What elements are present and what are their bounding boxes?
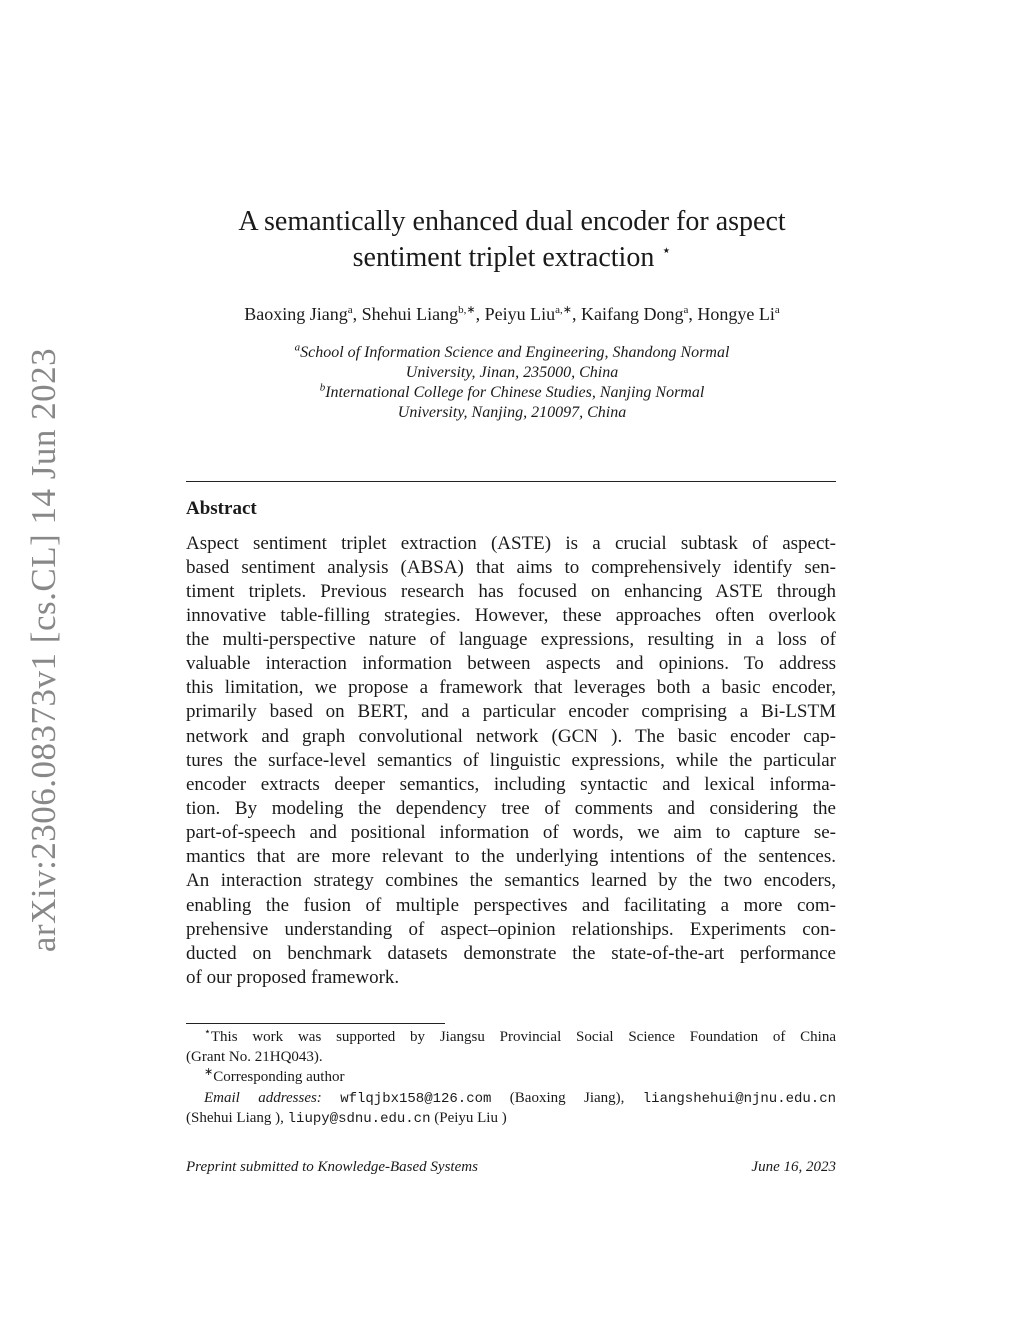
email-label: Email addresses:	[204, 1090, 322, 1106]
author: Hongye Li	[697, 304, 775, 324]
aff-mark: b	[319, 381, 326, 394]
abstract-line: tion. By modeling the dependency tree of comments and considering the	[186, 798, 836, 819]
aff-mark: a	[294, 341, 301, 354]
email-footnote	[186, 1088, 836, 1109]
abstract-line: valuable interaction information between aspects and opinions. To address	[186, 653, 836, 674]
arxiv-stamp: arXiv:2306.08373v1 [cs.CL] 14 Jun 2023	[24, 347, 63, 953]
aff-text: University, Jinan, 235000, China	[405, 364, 619, 381]
email-owner: (Peiyu Liu )	[434, 1110, 507, 1126]
affiliations	[0, 343, 1024, 423]
abstract-line: this limitation, we propose a framework that leverages both a basic encoder,	[186, 677, 836, 698]
footnote-rule	[186, 1023, 445, 1024]
abstract-line: tures the surface-level semantics of linguistic expressions, while the particular	[186, 750, 836, 771]
abstract-line: ducted on benchmark datasets demonstrate the state-of-the-art performance	[186, 943, 836, 964]
author-sup: a	[683, 304, 689, 316]
abstract-line: enabling the fusion of multiple perspectives and facilitating a more com-	[186, 895, 836, 916]
author: Kaifang Dong	[580, 304, 684, 324]
footnote-text: (Grant No. 21HQ043).	[186, 1049, 323, 1065]
abstract-line: part-of-speech and positional information of words, we aim to capture se-	[186, 822, 836, 843]
email-link[interactable]: liupy@sdnu.edu.cn	[287, 1111, 431, 1127]
affiliation-b	[0, 383, 1024, 403]
abstract-line: encoder extracts deeper semantics, including syntactic and lexical informa-	[186, 774, 836, 795]
footnote-mark: ∗	[204, 1066, 214, 1078]
author: Baoxing Jiang	[244, 304, 348, 324]
footnote-mark: ⋆	[204, 1026, 211, 1038]
affiliation-a	[0, 343, 1024, 363]
abstract-heading: Abstract	[186, 498, 257, 519]
abstract-line: network and graph convolutional network (GCN ). The basic encoder cap-	[186, 726, 836, 747]
title-text: sentiment triplet extraction	[352, 242, 655, 273]
abstract-line: Aspect sentiment triplet extraction (ASTE) is a crucial subtask of aspect-	[186, 533, 836, 554]
abstract-line: prehensive understanding of aspect–opinion relationships. Experiments con-	[186, 919, 836, 940]
author: Shehui Liang	[361, 304, 459, 324]
abstract-line: the multi-perspective nature of language expressions, resulting in a loss of	[186, 629, 836, 650]
aff-text: School of Information Science and Engineering, Shandong Normal	[300, 344, 730, 361]
author-sup: a,∗	[555, 304, 572, 316]
author-sup: b,∗	[458, 304, 476, 316]
title-line-1: A semantically enhanced dual encoder for aspect	[238, 206, 786, 237]
preprint-date: June 16, 2023	[751, 1159, 836, 1175]
funding-footnote	[186, 1027, 836, 1047]
email-link[interactable]: liangshehui@njnu.edu.cn	[642, 1091, 837, 1107]
abstract-top-rule	[186, 481, 836, 482]
title-footnote-mark: ⋆	[661, 242, 672, 260]
title-line-2	[0, 240, 1024, 276]
email-link[interactable]: wflqjbx158@126.com	[340, 1091, 492, 1107]
footnote-text: Corresponding author	[213, 1069, 345, 1085]
author-list: Baoxing Jiang$^a$, Shehui Liang$^{b,∗}$, Peiyu Liu$^{a,∗}$, Kaifang Dong$^a$, Hongye Li$^a$	[244, 304, 780, 324]
paper-title	[0, 204, 1024, 276]
footnote-text: This work was supported by Jiangsu Provincial Social Science Foundation of China	[210, 1029, 836, 1045]
abstract-line: innovative table-filling strategies. However, these approaches often overlook	[186, 605, 836, 626]
abstract-line: mantics that are more relevant to the underlying intentions of the sentences.	[186, 846, 836, 867]
author-sup: a	[774, 304, 780, 316]
aff-text: International College for Chinese Studies, Nanjing Normal	[325, 384, 705, 401]
email-footnote-cont	[186, 1108, 836, 1129]
author-sup: a	[347, 304, 353, 316]
abstract-line: An interaction strategy combines the semantics learned by the two encoders,	[186, 870, 836, 891]
author: Peiyu Liu	[484, 304, 556, 324]
abstract-line: timent triplets. Previous research has focused on enhancing ASTE through	[186, 581, 836, 602]
email-owner: (Baoxing Jiang),	[509, 1090, 625, 1106]
abstract-line: of our proposed framework.	[186, 967, 400, 988]
corresponding-footnote	[186, 1067, 836, 1087]
email-owner: (Shehui Liang ),	[186, 1110, 284, 1126]
preprint-note: Preprint submitted to Knowledge-Based Systems	[186, 1159, 478, 1175]
aff-text: University, Nanjing, 210097, China	[397, 404, 627, 421]
abstract-line: based sentiment analysis (ABSA) that aims to comprehensively identify sen-	[186, 557, 836, 578]
abstract-line: primarily based on BERT, and a particular encoder comprising a Bi-LSTM	[186, 701, 836, 722]
